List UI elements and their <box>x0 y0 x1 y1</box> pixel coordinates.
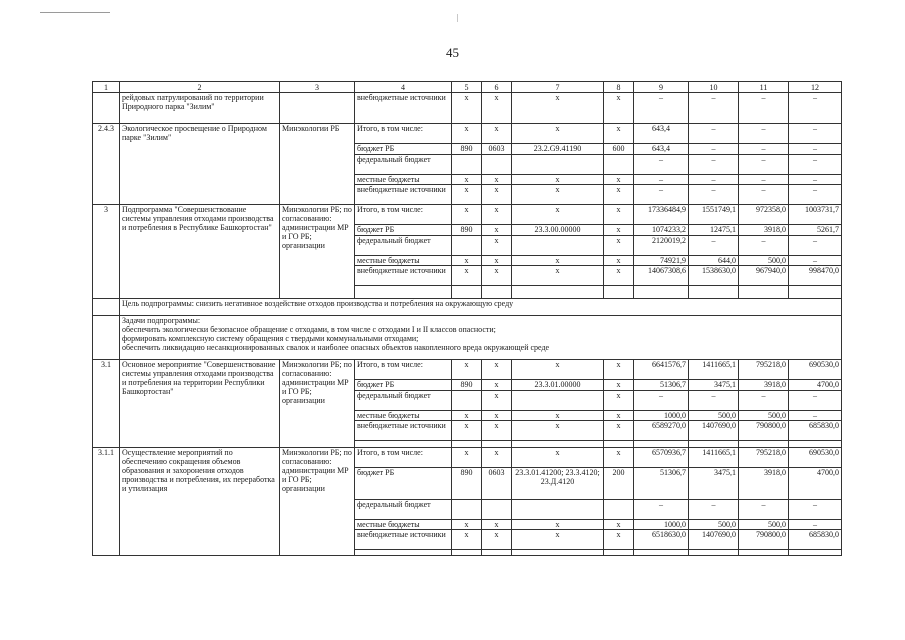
cell: 12475,1 <box>689 225 739 236</box>
cell: 3475,1 <box>689 468 739 500</box>
cell <box>512 155 604 175</box>
cell: – <box>789 185 842 205</box>
cell: – <box>689 93 739 124</box>
cell: х <box>604 205 634 225</box>
table-row <box>93 205 842 225</box>
cell: х <box>482 411 512 421</box>
cell: 890 <box>452 380 482 391</box>
cell: 644,0 <box>689 256 739 266</box>
cell: – <box>739 175 789 185</box>
cell <box>789 441 842 448</box>
funding-source: федеральный бюджет <box>355 236 452 256</box>
cell: – <box>789 155 842 175</box>
subprogram-goal: Цель подпрограммы: снизить негативное воздействие отходов производства и потребления на окружающую среду <box>120 299 842 316</box>
cell: 967940,0 <box>739 266 789 286</box>
cell: х <box>482 266 512 286</box>
funding-source: федеральный бюджет <box>355 391 452 411</box>
cell: х <box>512 124 604 144</box>
tasks-row <box>93 316 842 360</box>
executor <box>280 93 355 124</box>
cell: – <box>739 500 789 520</box>
cell: х <box>452 530 482 550</box>
cell: х <box>482 391 512 411</box>
column-number: 9 <box>634 82 689 93</box>
cell <box>93 316 120 360</box>
cell: х <box>452 266 482 286</box>
cell <box>604 286 634 299</box>
cell: х <box>604 380 634 391</box>
cell: 3475,1 <box>689 380 739 391</box>
cell: 6570936,7 <box>634 448 689 468</box>
cell: 51306,7 <box>634 468 689 500</box>
table-row <box>93 93 842 124</box>
cell: 1003731,7 <box>789 205 842 225</box>
cell: 6589270,0 <box>634 421 689 441</box>
cell: х <box>604 256 634 266</box>
cell: х <box>452 360 482 380</box>
cell <box>452 236 482 256</box>
cell: х <box>512 411 604 421</box>
funding-source <box>355 550 452 556</box>
cell: х <box>512 448 604 468</box>
cell: – <box>739 124 789 144</box>
cell: х <box>482 380 512 391</box>
cell: 685830,0 <box>789 530 842 550</box>
cell: х <box>604 411 634 421</box>
cell: х <box>482 124 512 144</box>
cell <box>739 286 789 299</box>
cell: 6641576,7 <box>634 360 689 380</box>
cell: х <box>604 530 634 550</box>
cell: 890 <box>452 144 482 155</box>
cell: х <box>604 266 634 286</box>
cell: 23.2.G9.41190 <box>512 144 604 155</box>
cell: х <box>604 93 634 124</box>
cell <box>482 441 512 448</box>
cell: 972358,0 <box>739 205 789 225</box>
tasks-line: обеспечить ликвидацию несанкционированных свалок и наиболее опасных объектов накопленного вреда окружающей среде <box>122 343 550 352</box>
cell: 1407690,0 <box>689 421 739 441</box>
cell: х <box>482 205 512 225</box>
cell: – <box>789 500 842 520</box>
funding-source: внебюджетные источники <box>355 266 452 286</box>
cell <box>634 441 689 448</box>
cell <box>482 286 512 299</box>
cell: – <box>739 155 789 175</box>
cell: 500,0 <box>739 256 789 266</box>
cell: х <box>512 93 604 124</box>
funding-source: внебюджетные источники <box>355 185 452 205</box>
cell: 74921,9 <box>634 256 689 266</box>
scan-artifact-line <box>40 12 110 13</box>
cell: – <box>789 144 842 155</box>
cell <box>604 441 634 448</box>
column-number: 8 <box>604 82 634 93</box>
cell: – <box>689 144 739 155</box>
cell: – <box>789 236 842 256</box>
column-number-row <box>93 82 842 93</box>
cell: х <box>512 520 604 530</box>
funding-source: местные бюджеты <box>355 256 452 266</box>
cell: 795218,0 <box>739 360 789 380</box>
cell: х <box>482 448 512 468</box>
cell: 643,4 <box>634 124 689 144</box>
cell <box>452 500 482 520</box>
funding-source: бюджет РБ <box>355 468 452 500</box>
cell: х <box>452 520 482 530</box>
goal-row <box>93 299 842 316</box>
cell: – <box>634 155 689 175</box>
cell: – <box>789 411 842 421</box>
cell: х <box>482 360 512 380</box>
cell <box>512 500 604 520</box>
cell <box>604 550 634 556</box>
cell: х <box>512 266 604 286</box>
cell: х <box>452 205 482 225</box>
cell: х <box>604 225 634 236</box>
cell: х <box>512 185 604 205</box>
cell <box>452 391 482 411</box>
page-number: 45 <box>446 45 459 60</box>
cell <box>482 550 512 556</box>
cell <box>512 236 604 256</box>
funding-source: федеральный бюджет <box>355 500 452 520</box>
item-number: 3.1.1 <box>93 448 120 556</box>
cell: х <box>604 421 634 441</box>
cell: х <box>604 236 634 256</box>
tasks-line: формировать комплексную систему обращения с твердыми коммунальными отходами; <box>122 334 419 343</box>
cell <box>689 441 739 448</box>
cell: 500,0 <box>739 520 789 530</box>
column-number: 6 <box>482 82 512 93</box>
cell <box>689 550 739 556</box>
cell: 1411665,1 <box>689 448 739 468</box>
table-row <box>93 124 842 144</box>
cell: 1407690,0 <box>689 530 739 550</box>
scan-artifact-mark <box>457 14 458 22</box>
cell: – <box>789 391 842 411</box>
tasks-line: обеспечить экологически безопасное обращение с отходами, в том числе с отходами I и II классов опасности; <box>122 325 496 334</box>
cell: – <box>634 391 689 411</box>
column-number: 7 <box>512 82 604 93</box>
item-name: Экологическое просвещение о Природном парке "Зилим" <box>120 124 280 205</box>
cell: – <box>789 124 842 144</box>
cell <box>93 299 120 316</box>
cell: 1538630,0 <box>689 266 739 286</box>
cell <box>634 550 689 556</box>
cell <box>452 155 482 175</box>
funding-source: бюджет РБ <box>355 144 452 155</box>
cell: 200 <box>604 468 634 500</box>
funding-source: местные бюджеты <box>355 520 452 530</box>
cell <box>512 391 604 411</box>
cell: х <box>452 175 482 185</box>
funding-source: Итого, в том числе: <box>355 124 452 144</box>
funding-source: Итого, в том числе: <box>355 448 452 468</box>
cell <box>604 500 634 520</box>
cell: х <box>512 421 604 441</box>
column-number: 11 <box>739 82 789 93</box>
cell: 500,0 <box>689 411 739 421</box>
column-number: 3 <box>280 82 355 93</box>
item-name: рейдовых патрулирований по территории Природного парка "Зилим" <box>120 93 280 124</box>
funding-source: внебюджетные источники <box>355 93 452 124</box>
cell: х <box>452 448 482 468</box>
cell: – <box>739 93 789 124</box>
cell: х <box>482 185 512 205</box>
cell: х <box>452 421 482 441</box>
column-number: 12 <box>789 82 842 93</box>
tasks-line: Задачи подпрограммы: <box>122 316 201 325</box>
cell: 1074233,2 <box>634 225 689 236</box>
cell: 5261,7 <box>789 225 842 236</box>
table-row <box>93 448 842 468</box>
cell <box>604 155 634 175</box>
executor: Минэкологии РБ; по согласованию: администрации МР и ГО РБ; организации <box>280 360 355 448</box>
cell: х <box>604 175 634 185</box>
cell: х <box>604 391 634 411</box>
cell: х <box>604 124 634 144</box>
funding-source: местные бюджеты <box>355 411 452 421</box>
cell: – <box>689 175 739 185</box>
cell: х <box>482 175 512 185</box>
cell: – <box>739 236 789 256</box>
funding-source: федеральный бюджет <box>355 155 452 175</box>
cell: – <box>789 93 842 124</box>
cell: 23.3.01.41200; 23.3.4120; 23.Д.4120 <box>512 468 604 500</box>
funding-source: бюджет РБ <box>355 225 452 236</box>
cell: 643,4 <box>634 144 689 155</box>
cell <box>739 550 789 556</box>
cell: 690530,0 <box>789 448 842 468</box>
cell: 600 <box>604 144 634 155</box>
cell: х <box>482 421 512 441</box>
cell: – <box>689 155 739 175</box>
cell: 0603 <box>482 144 512 155</box>
cell: 23.3.00.00000 <box>512 225 604 236</box>
cell: 1000,0 <box>634 411 689 421</box>
cell: – <box>634 185 689 205</box>
cell: – <box>739 185 789 205</box>
table-row <box>93 360 842 380</box>
cell: х <box>482 93 512 124</box>
item-number: 3 <box>93 205 120 299</box>
executor: Минэкологии РБ <box>280 124 355 205</box>
cell <box>452 286 482 299</box>
column-number: 2 <box>120 82 280 93</box>
cell: х <box>452 185 482 205</box>
cell <box>512 286 604 299</box>
cell: – <box>789 520 842 530</box>
cell: – <box>689 391 739 411</box>
cell: – <box>789 175 842 185</box>
cell: х <box>482 256 512 266</box>
cell <box>512 550 604 556</box>
cell: х <box>604 520 634 530</box>
cell: 890 <box>452 225 482 236</box>
cell: – <box>689 124 739 144</box>
cell <box>512 441 604 448</box>
cell <box>789 286 842 299</box>
cell: х <box>452 93 482 124</box>
cell: х <box>512 360 604 380</box>
funding-source: Итого, в том числе: <box>355 205 452 225</box>
item-number <box>93 93 120 124</box>
item-name: Осуществление мероприятий по обеспечению сокращения объемов образования и захоронения отходов производства и потребления, их переработка и утилизация <box>120 448 280 556</box>
cell: 3918,0 <box>739 225 789 236</box>
cell: – <box>789 256 842 266</box>
item-number: 3.1 <box>93 360 120 448</box>
funding-source: бюджет РБ <box>355 380 452 391</box>
cell: 1000,0 <box>634 520 689 530</box>
cell <box>452 441 482 448</box>
funding-source: Итого, в том числе: <box>355 360 452 380</box>
cell: – <box>689 500 739 520</box>
cell <box>689 286 739 299</box>
cell: 6518630,0 <box>634 530 689 550</box>
funding-source: внебюджетные источники <box>355 421 452 441</box>
cell: 890 <box>452 468 482 500</box>
program-table <box>92 81 842 556</box>
executor: Минэкологии РБ; по согласованию: администрации МР и ГО РБ; организации <box>280 448 355 556</box>
cell: 998470,0 <box>789 266 842 286</box>
column-number: 4 <box>355 82 452 93</box>
cell: х <box>512 205 604 225</box>
cell: – <box>634 500 689 520</box>
cell <box>739 441 789 448</box>
cell: – <box>634 93 689 124</box>
cell: 4700,0 <box>789 468 842 500</box>
cell: х <box>512 256 604 266</box>
cell: х <box>482 236 512 256</box>
cell: 14067308,6 <box>634 266 689 286</box>
cell: 17336484,9 <box>634 205 689 225</box>
cell: 500,0 <box>739 411 789 421</box>
cell: х <box>604 360 634 380</box>
cell: 790800,0 <box>739 530 789 550</box>
cell: х <box>482 530 512 550</box>
funding-source <box>355 441 452 448</box>
cell <box>482 500 512 520</box>
column-number: 5 <box>452 82 482 93</box>
cell: х <box>512 530 604 550</box>
cell: – <box>689 185 739 205</box>
funding-source: местные бюджеты <box>355 175 452 185</box>
cell: 3918,0 <box>739 468 789 500</box>
item-name: Основное мероприятие "Совершенствование системы управления отходами производства и потребления на территории Республики Башкортостан" <box>120 360 280 448</box>
cell: х <box>452 124 482 144</box>
cell: 23.3.01.00000 <box>512 380 604 391</box>
cell: х <box>512 175 604 185</box>
cell: 1411665,1 <box>689 360 739 380</box>
cell: 685830,0 <box>789 421 842 441</box>
executor: Минэкологии РБ; по согласованию: администрации МР и ГО РБ; организации <box>280 205 355 299</box>
cell: 0603 <box>482 468 512 500</box>
cell: х <box>604 185 634 205</box>
cell <box>634 286 689 299</box>
cell <box>789 550 842 556</box>
funding-source: внебюджетные источники <box>355 530 452 550</box>
cell: 4700,0 <box>789 380 842 391</box>
cell: х <box>452 256 482 266</box>
cell: – <box>634 175 689 185</box>
column-number: 1 <box>93 82 120 93</box>
cell: х <box>482 225 512 236</box>
item-number: 2.4.3 <box>93 124 120 205</box>
cell: – <box>739 391 789 411</box>
column-number: 10 <box>689 82 739 93</box>
cell: 1551749,1 <box>689 205 739 225</box>
cell: х <box>604 448 634 468</box>
cell: 51306,7 <box>634 380 689 391</box>
cell: х <box>452 411 482 421</box>
cell: 2120019,2 <box>634 236 689 256</box>
cell: – <box>739 144 789 155</box>
subprogram-tasks <box>120 316 842 360</box>
cell: 795218,0 <box>739 448 789 468</box>
cell: – <box>689 236 739 256</box>
cell: х <box>482 520 512 530</box>
funding-source <box>355 286 452 299</box>
cell: 500,0 <box>689 520 739 530</box>
cell: 3918,0 <box>739 380 789 391</box>
cell: 690530,0 <box>789 360 842 380</box>
item-name: Подпрограмма "Совершенствование системы управления отходами производства и потребления в Республике Башкортостан" <box>120 205 280 299</box>
cell <box>482 155 512 175</box>
cell <box>452 550 482 556</box>
cell: 790800,0 <box>739 421 789 441</box>
